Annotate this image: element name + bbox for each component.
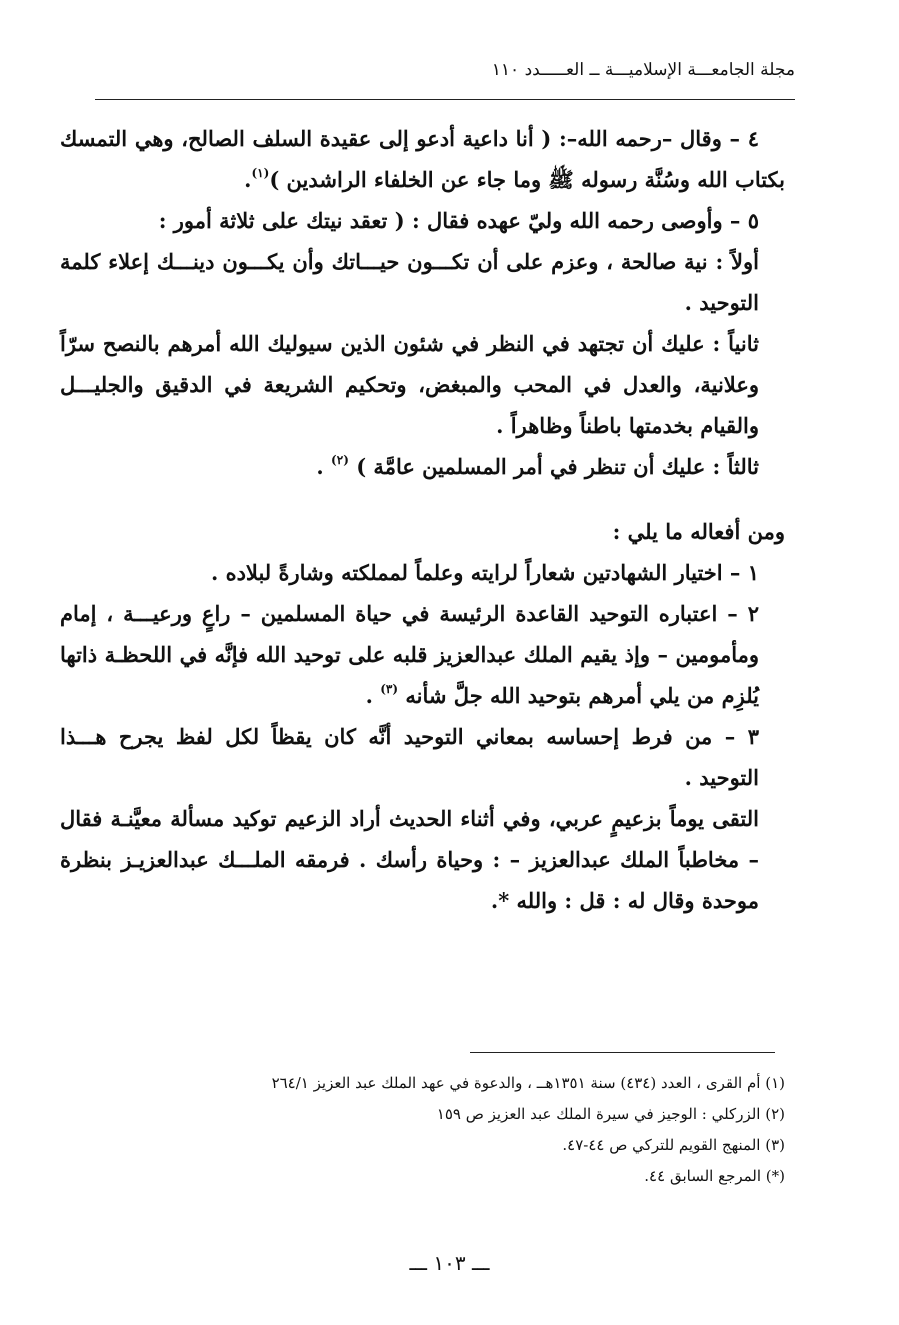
paragraph-5-end: . — [316, 454, 324, 479]
paragraph-10: التقى يوماً بزعيمٍ عربي، وفي أثناء الحديث أراد الزعيم توكيد مسألة معيَّنـة فقال – مخاطباً الملك عبدالعزيز – : وحياة رأسك . فرمقه الملـــك عبدالعزيـز بنظرة موحدة وقال له : قل : والله *. — [60, 806, 759, 913]
footnote-3: (٣) المنهج القويم للتركي ص ٤٤-٤٧. — [562, 1136, 785, 1154]
footnotes — [60, 1068, 785, 1192]
paragraph-3: أولاً : نية صالحة ، وعزم على أن تكـــون حيـــاتك وأن يكـــون دينـــك إعلاء كلمة التوحيد . — [60, 249, 759, 315]
paragraph-2: ٥ – وأوصى رحمه الله وليّ عهده فقال : ( تعقد نيتك على ثلاثة أمور : — [158, 208, 759, 233]
paragraph-1 — [60, 118, 785, 200]
paragraph-9: ٣ – من فرط إحساسه بمعاني التوحيد أنَّه كان يقظاً لكل لفظ يجرح هـــذا التوحيد . — [60, 724, 759, 790]
paragraph-8 — [60, 593, 785, 716]
paragraph-8-text: ٢ – اعتباره التوحيد القاعدة الرئيسة في حياة المسلمين – راعٍ ورعيـــة ، إمام ومأمومين – وإذ يقيم الملك عبدالعزيز قلبه على توحيد الله فإنَّه في اللحظـة ذاتها يُلزِم من يلي أمرهم بتوحيد الله جلَّ شأنه — [60, 601, 759, 708]
footnote-1: (١) أم القرى ، العدد (٤٣٤) سنة ١٣٥١هــ ، والدعوة في عهد الملك عبد العزيز ٢٦٤/١ — [271, 1074, 785, 1092]
paragraph-4: ثانياً : عليك أن تجتهد في النظر في شئون الذين سيوليك الله أمرهم بالنصح سرّاً وعلانية، والعدل في المحب والمبغض، وتحكيم الشريعة في الدقيق والجليـــل والقيام بخدمتها باطناً وظاهراً . — [60, 331, 759, 438]
paragraph-1-end: . — [244, 167, 252, 192]
footnote-2: (٢) الزركلي : الوجيز في سيرة الملك عبد العزيز ص ١٥٩ — [436, 1105, 785, 1123]
footnote-rule — [470, 1052, 775, 1053]
paragraph-5 — [60, 446, 785, 487]
page-number: ـــ ١٠٣ ـــ — [409, 1251, 490, 1275]
main-text — [60, 118, 785, 921]
header-rule — [95, 99, 795, 100]
paragraph-8-end: . — [365, 683, 373, 708]
paragraph-5-text: ثالثاً : عليك أن تنظر في أمر المسلمين عامَّة ) — [356, 454, 759, 479]
paragraph-1-text: ٤ – وقال –رحمه الله–: ( أنا داعية أدعو إلى عقيدة السلف الصالح، وهي التمسك بكتاب الله وسُنَّة رسوله ﷺ وما جاء عن الخلفاء الراشدين ) — [60, 126, 785, 192]
footnote-ref-2: (٢) — [331, 453, 349, 467]
paragraph-7: ١ – اختيار الشهادتين شعاراً لرايته وعلماً لمملكته وشارةً لبلاده . — [210, 560, 759, 585]
paragraph-gap — [60, 487, 785, 511]
footnote-4: (*) المرجع السابق ٤٤. — [644, 1167, 785, 1185]
paragraph-6: ومن أفعاله ما يلي : — [612, 519, 785, 544]
footnote-ref-3: (٣) — [380, 682, 399, 696]
footnote-ref-1: (١) — [251, 166, 270, 180]
running-header: مجلة الجامعـــة الإسلاميـــة ــ العـــــدد ١١٠ — [491, 60, 795, 80]
